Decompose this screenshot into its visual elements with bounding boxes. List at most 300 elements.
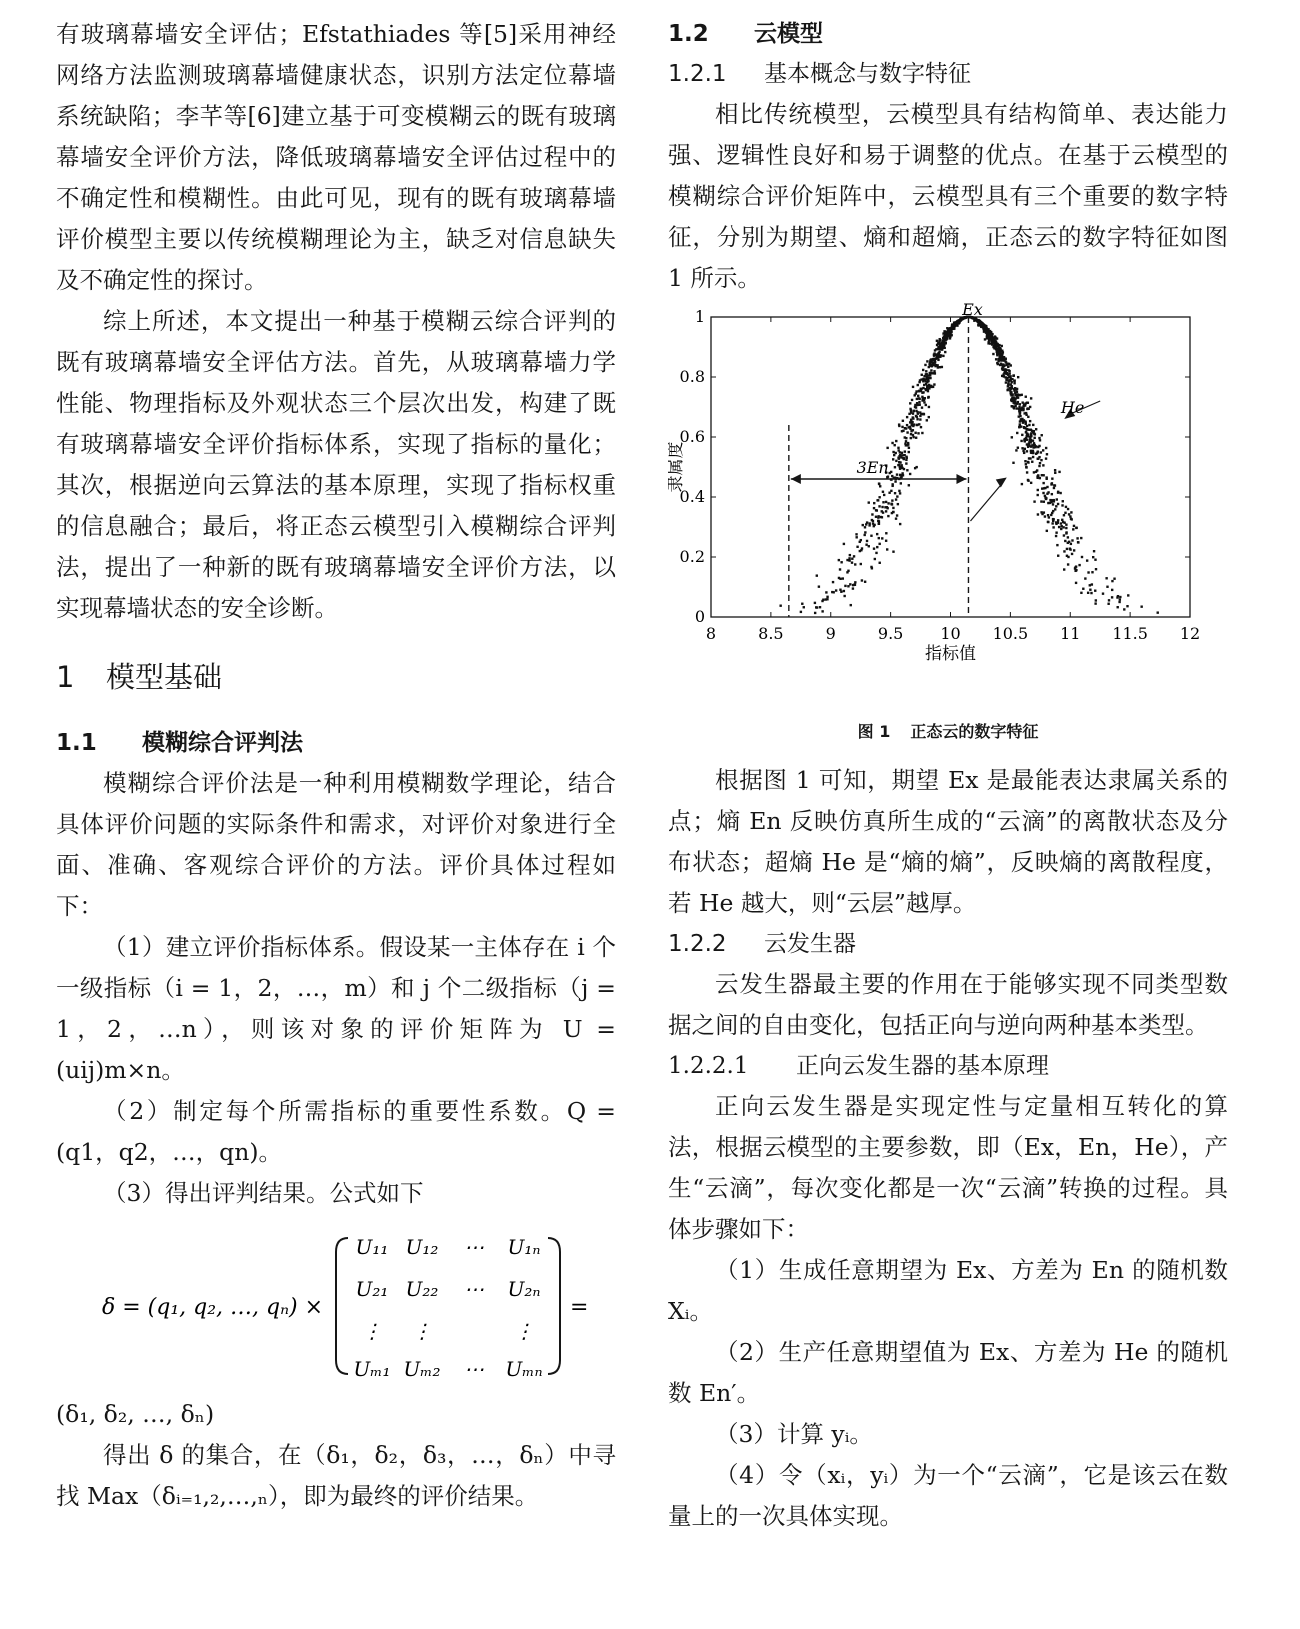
cloud-drop [1056,544,1058,546]
cloud-drop [1046,486,1048,488]
cloud-drop [898,457,900,459]
cloud-drop [1024,460,1026,462]
cloud-drop [937,366,939,368]
cloud-drop [1054,469,1056,471]
cloud-drop [839,589,841,591]
section-1-2-title: 云模型 [754,21,823,47]
cloud-drop [1005,371,1007,373]
matrix-left-bracket [336,1238,348,1374]
cloud-drop [1046,493,1048,495]
cloud-drop [1035,471,1037,473]
cloud-drop [1016,396,1018,398]
y-tick-label: 0.4 [679,487,705,506]
section-1-2-heading [668,14,1228,54]
cloud-drop [1014,392,1016,394]
cloud-drop [881,516,883,518]
x-tick-label: 10.5 [992,624,1029,643]
cloud-drop [1087,571,1089,573]
he-label: He [1060,398,1085,417]
cloud-drop [855,536,857,538]
cloud-drop [872,520,874,522]
cloud-drop [1023,427,1025,429]
cloud-drop [985,327,987,329]
cloud-drop [1029,406,1031,408]
en-arrowhead-left [791,474,801,484]
cloud-drop [854,581,856,583]
cloud-drop [996,349,998,351]
cloud-drop [934,361,936,363]
cloud-drop [900,464,902,466]
cloud-drop [1038,437,1040,439]
cloud-drop [1065,506,1067,508]
cloud-drop [923,399,925,401]
cloud-drop [895,498,897,500]
cloud-drop [1126,605,1128,607]
cloud-drop [1005,373,1007,375]
cloud-drop [1042,449,1044,451]
cloud-drop [1040,451,1042,453]
cloud-drop [915,466,917,468]
cloud-drop [1054,472,1056,474]
cloud-drop [951,324,953,326]
cloud-drop [1050,483,1052,485]
cloud-drop [980,322,982,324]
cloud-drop [878,543,880,545]
cloud-drop [868,545,870,547]
cloud-drop [1001,345,1003,347]
cloud-drop [835,589,837,591]
summary-paragraph: 综上所述，本文提出一种基于模糊云综合评判的既有玻璃幕墙安全评估方法。首先，从玻璃幕墙力学性能、物理指标及外观状态三个层次出发，构建了既有玻璃幕墙安全评价指标体系，实现了指标的量化；其次，根据逆向云算法的基本原理，实现了指标权重的信息融合；最后，将正态云模型引入模糊综合评判法，提出了一种新的既有玻璃幕墙安全评价方法，以实现幕墙状态的安全诊断。 [56,307,616,622]
section-1-2-1-title: 基本概念与数字特征 [764,61,971,87]
cloud-drop [909,402,911,404]
cloud-drop [1003,365,1005,367]
cloud-drop [904,450,906,452]
cloud-drop [1006,389,1008,391]
cloud-drop [1073,525,1075,527]
cloud-drop [1011,393,1013,395]
cloud-drop [1031,461,1033,463]
cloud-drop [1046,530,1048,532]
cloud-drop [941,366,943,368]
cloud-drop [893,454,895,456]
cloud-drop [884,506,886,508]
forward-intro-paragraph: 正向云发生器是实现定性与定量相互转化的算法，根据云模型的主要参数，即（Ex，En，He），产生“云滴”，每次变化都是一次“云滴”转换的过程。具体步骤如下： [668,1092,1228,1243]
cloud-drop [1102,592,1104,594]
cloud-drop [1051,477,1053,479]
cloud-drop [1040,500,1042,502]
cloud-drop [874,558,876,560]
cloud-drop [894,466,896,468]
section-1-2-1-heading [668,54,1228,94]
cloud-drop [1002,368,1004,370]
cloud-drop [1005,381,1007,383]
cloud-drop [843,595,845,597]
cloud-drop [910,409,912,411]
cloud-drop [1060,522,1062,524]
cloud-drop [1033,437,1035,439]
cloud-drop [1070,511,1072,513]
cloud-drop [873,502,875,504]
cloud-drop [1029,457,1031,459]
cloud-drop [1012,401,1014,403]
cloud-drop [873,524,875,526]
cloud-drop [908,447,910,449]
cloud-drop [1020,440,1022,442]
cloud-drop [1040,511,1042,513]
cloud-drop [849,554,851,556]
formula-result: (δ₁, δ₂, …, δₙ) [56,1400,215,1428]
cloud-drop [1117,606,1119,608]
cloud-drop [922,369,924,371]
cloud-drop [1077,541,1079,543]
cloud-drop [1051,493,1053,495]
cloud-drop [982,325,984,327]
cloud-drop [1026,402,1028,404]
cloud-drop [1091,571,1093,573]
cloud-drop [1058,526,1060,528]
cloud-drop [878,523,880,525]
cloud-drop [941,343,943,345]
cloud-drop [899,451,901,453]
matrix-cell: U₁₂ [405,1235,439,1259]
cloud-drop [881,537,883,539]
cloud-drop [861,547,863,549]
cloud-drop [886,507,888,509]
cloud-drop [1070,543,1072,545]
cloud-drop [1042,492,1044,494]
cloud-drop [1047,521,1049,523]
cloud-drop [1015,388,1017,390]
cloud-drop [895,460,897,462]
cloud-drop [985,325,987,327]
cloud-drop [956,321,958,323]
cloud-drop [1157,611,1159,613]
cloud-drop [898,490,900,492]
cloud-drop [990,332,992,334]
cloud-drop [999,351,1001,353]
section-1-1-heading [56,723,616,763]
cloud-drop [899,474,901,476]
cloud-drop [1127,594,1129,596]
cloud-drop [1060,528,1062,530]
cloud-drop [879,562,881,564]
section-1-2-number: 1.2 [668,21,709,47]
cloud-drop [1094,559,1096,561]
cloud-drop [916,418,918,420]
cloud-drop [891,475,893,477]
cloud-drop [895,517,897,519]
x-tick-label: 12 [1179,624,1201,643]
cloud-drop [948,333,950,335]
cloud-drop [1065,532,1067,534]
cloud-drop [1053,499,1055,501]
plot-border [711,317,1190,617]
cloud-drop [920,378,922,380]
cloud-drop [920,426,922,428]
cloud-drop [846,571,848,573]
cloud-drop [1106,586,1108,588]
cloud-drop [1047,514,1049,516]
cloud-drop [1095,599,1097,601]
y-tick-label: 0.8 [679,367,705,386]
plot-frame [711,317,1190,617]
cloud-drop [1021,447,1023,449]
section-1-2-2-1-heading [668,1046,1228,1086]
cloud-drop [1107,603,1109,605]
cloud-drop [1017,401,1019,403]
cloud-drop [882,511,884,513]
cloud-drop [908,451,910,453]
cloud-drop [995,343,997,345]
cloud-drop [856,546,858,548]
cloud-drop [1024,420,1026,422]
cloud-drop [1063,568,1065,570]
cloud-drop [896,473,898,475]
cloud-drop [902,474,904,476]
cloud-drop [876,509,878,511]
cloud-drop [888,492,890,494]
cloud-drop [902,420,904,422]
cloud-drop [892,451,894,453]
figure-explain-paragraph: 根据图 1 可知，期望 Ex 是最能表达隶属关系的点；熵 En 反映仿真所生成的“云滴”的离散状态及分布状态；超熵 He 是“熵的熵”，反映熵的离散程度，若 He 越大，则“云层”越厚。 [668,766,1228,917]
cloud-drop [1055,531,1057,533]
cloud-drop [1078,564,1080,566]
cloud-drop [925,380,927,382]
cloud-drop [999,364,1001,366]
cloud-drop [1043,511,1045,513]
cloud-drop [1010,378,1012,380]
cloud-drop [910,411,912,413]
cloud-drop [942,332,944,334]
formula-equals: = [570,1295,589,1320]
cloud-drop [1086,559,1088,561]
cloud-drop [991,343,993,345]
matrix-cell: ⋮ [514,1319,534,1343]
cloud-drop [917,384,919,386]
cloud-drop [937,348,939,350]
step-1-paragraph: （1）建立评价指标体系。假设某一主体存在 i 个一级指标（i = 1，2，…，m）和 j 个二级指标（j = 1，2，…n），则该对象的评价矩阵为 U = (uij)m×n。 [56,933,616,1084]
cloud-drop [1089,584,1091,586]
cloud-drop [1064,512,1066,514]
section-1-2-2-number: 1.2.2 [668,931,727,957]
cloud-drop [1055,521,1057,523]
cloud-drop [849,583,851,585]
cloud-drop [1067,542,1069,544]
matrix-cell: U₂₁ [355,1277,389,1301]
cloud-drop [868,522,870,524]
cloud-drop [1040,459,1042,461]
cloud-drop [919,411,921,413]
cloud-drop [873,547,875,549]
cloud-drop [912,417,914,419]
cloud-drop [986,333,988,335]
cloud-drop [1061,504,1063,506]
cloud-drop [1087,592,1089,594]
cloud-drop [898,455,900,457]
y-axis-label: 隶属度 [668,441,686,493]
cloud-drop [883,494,885,496]
cloud-drop [1072,528,1074,530]
cloud-drop [904,443,906,445]
cloud-drop [1049,499,1051,501]
cloud-drop [866,540,868,542]
formula-lhs: δ = (q₁, q₂, …, qₙ) × [102,1295,324,1320]
cloud-drop [842,577,844,579]
cloud-drop [1058,471,1060,473]
cloud-drop [1046,453,1048,455]
figure-1-label: 图 1 [857,722,891,741]
cloud-drop [876,499,878,501]
cloud-drop [1029,438,1031,440]
cloud-drop [860,539,862,541]
cloud-drop [897,464,899,466]
cloud-drop [885,501,887,503]
cloud-drop [1027,435,1029,437]
cloud-drop [929,372,931,374]
cloud-drop [901,454,903,456]
cloud-drop [1080,592,1082,594]
cloud-chart [668,303,1228,713]
cloud-drop [1063,550,1065,552]
cloud-drop [912,410,914,412]
cloud-drop [876,546,878,548]
cloud-drop [1032,431,1034,433]
cloud-drop [1045,457,1047,459]
cloud-drop [1008,370,1010,372]
cloud-drop [905,459,907,461]
cloud-drop [1025,466,1027,468]
cloud-drop [1067,508,1069,510]
cloud-drop [1003,375,1005,377]
cloud-drop [927,390,929,392]
cloud-drop [1084,577,1086,579]
step-2-paragraph: （2）制定每个所需指标的重要性系数。Q = (q1，q2，…，qn)。 [56,1097,616,1166]
cloud-drop [906,416,908,418]
cloud-drop [1025,414,1027,416]
x-tick-label: 9.5 [877,624,904,643]
cloud-drop [1022,409,1024,411]
cloud-drop [1020,409,1022,411]
cloud-drop [1062,500,1064,502]
cloud-drop [1080,537,1082,539]
cloud-drop [928,416,930,418]
matrix-cell: U₁₁ [355,1235,389,1259]
cloud-drop [800,611,802,613]
cloud-drop [909,473,911,475]
cloud-drop [926,360,928,362]
matrix-cell: U₁ₙ [507,1235,541,1259]
section-1-2-2-heading [668,924,1228,964]
cloud-drop [949,335,951,337]
cloud-drop [1067,563,1069,565]
cloud-drop [1032,440,1034,442]
he-arrow-lower [970,485,1000,521]
cloud-drop [1045,476,1047,478]
cloud-drop [1007,366,1009,368]
cloud-drop [1041,434,1043,436]
forward-step-1: （1）生成任意期望为 Ex、方差为 En 的随机数 Xᵢ。 [668,1256,1228,1325]
cloud-drop [878,537,880,539]
cloud-drop [928,406,930,408]
cloud-drop [1024,440,1026,442]
cloud-drop [1119,596,1121,598]
cloud-drop [891,483,893,485]
he-arrowhead-lower [996,478,1007,488]
cloud-drop [1029,420,1031,422]
cloud-drop [1091,583,1093,585]
cloud-drop [908,484,910,486]
figure-1-title: 正态云的数字特征 [910,722,1039,741]
cloud-drop [816,574,818,576]
cloud-drop [878,496,880,498]
cloud-drop [918,398,920,400]
cloud-drop [891,442,893,444]
matrix-cell: U₂ₙ [507,1277,541,1301]
cloud-drop [879,485,881,487]
cloud-drop [1019,420,1021,422]
section-1-2-2-1-number: 1.2.2.1 [668,1053,749,1079]
cloud-drop [1012,398,1014,400]
cloud-drop [851,558,853,560]
cloud-drop [1052,518,1054,520]
chart-annotations [789,303,1100,617]
cloud-drop [887,502,889,504]
cloud-drop [866,521,868,523]
cloud-drop [896,514,898,516]
cloud-drop [936,353,938,355]
cloud-drop [1037,494,1039,496]
cloud-drop [1037,474,1039,476]
cloud-drop [909,428,911,430]
cloud-drop [803,606,805,608]
cloud-drops [779,316,1158,614]
en-arrowhead-right [956,474,966,484]
cloud-drop [930,369,932,371]
cloud-drop [1052,503,1054,505]
cloud-drop [997,363,999,365]
cloud-drop [901,430,903,432]
cloud-drop [1005,379,1007,381]
cloud-drop [1116,596,1118,598]
cloud-drop [1052,526,1054,528]
cloud-drop [826,596,828,598]
cloud-drop [1032,424,1034,426]
cloud-drop [1037,513,1039,515]
cloud-drop [885,532,887,534]
cloud-drop [1045,497,1047,499]
cloud-drop [1057,491,1059,493]
cloud-drop [921,406,923,408]
cloud-drop [911,399,913,401]
cloud-drop [1065,527,1067,529]
cloud-drop [907,442,909,444]
cloud-drop [1028,424,1030,426]
cloud-drop [936,364,938,366]
cloud-drop [1075,582,1077,584]
cloud-drop [1019,412,1021,414]
cloud-drop [1037,457,1039,459]
cloud-drop [1021,483,1023,485]
cloud-drop [1111,589,1113,591]
cloud-drop [1019,415,1021,417]
cloud-drop [850,604,852,606]
generator-intro-paragraph: 云发生器最主要的作用在于能够实现不同类型数据之间的自由变化，包括正向与逆向两种基本类型。 [668,970,1228,1039]
cloud-drop [895,440,897,442]
cloud-drop [1004,360,1006,362]
right-column [668,14,1228,1537]
cloud-drop [854,563,856,565]
cloud-drop [801,603,803,605]
